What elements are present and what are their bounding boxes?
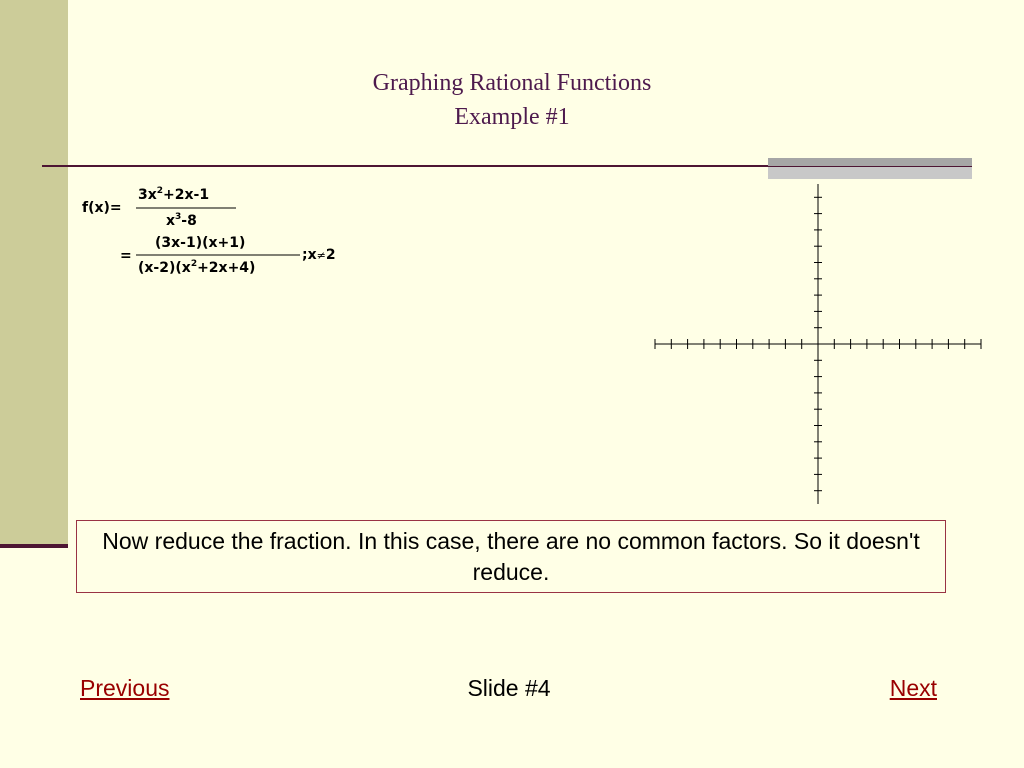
title-line-2: Example #1 <box>454 104 570 130</box>
instruction-box <box>76 520 946 593</box>
equals-sign: = <box>120 248 132 264</box>
denominator-2: $(x-2)(x^2+2x+4)$ <box>138 259 256 276</box>
slide-number: Slide #4 <box>467 675 551 701</box>
coordinate-axes <box>650 180 984 510</box>
next-link-label[interactable]: Next <box>889 675 937 701</box>
equation-block <box>80 180 380 290</box>
numerator-2: (3x-1)(x+1) <box>155 235 246 251</box>
accent-bar-dark <box>768 158 972 166</box>
next-link[interactable] <box>890 673 937 703</box>
accent-bar-light <box>768 167 972 179</box>
equation-lhs: f(x)= <box>82 200 122 216</box>
axes-lines <box>655 184 981 504</box>
axes-svg <box>650 180 984 510</box>
instruction-text: Now reduce the fraction. In this case, there are no common factors. So it doesn't reduce. <box>102 527 920 585</box>
previous-link-label[interactable]: Previous <box>80 675 170 701</box>
side-rule <box>0 544 68 548</box>
denominator-1: $x^3-8$ <box>166 212 197 229</box>
domain-condition: ;x≠2 <box>302 247 336 263</box>
title-line-1: Graphing Rational Functions <box>372 70 652 96</box>
numerator-1: $3x^2+2x-1$ <box>138 186 210 203</box>
equation-svg <box>80 180 380 290</box>
slide-title <box>0 66 1024 134</box>
